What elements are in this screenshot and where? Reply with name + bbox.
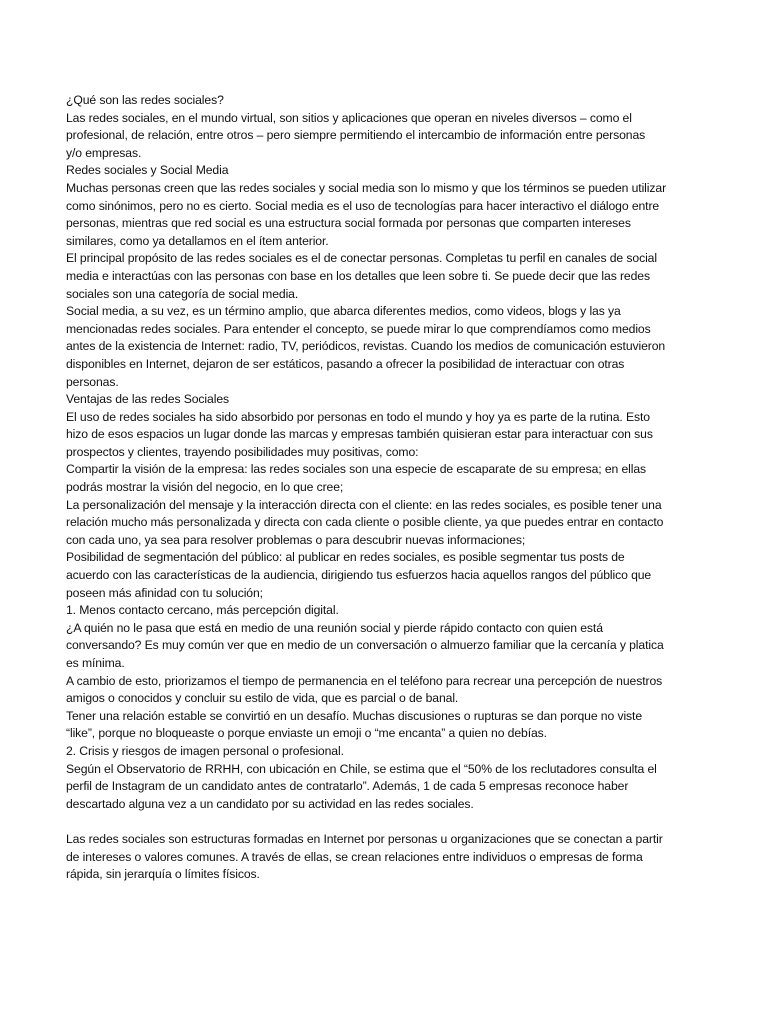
text-line: ¿A quién no le pasa que está en medio de una reunión social y pierde rápido contacto con quien está — [66, 620, 603, 635]
text-line: Compartir la visión de la empresa: las redes sociales son una especie de escaparate de su empresa; en ellas — [66, 462, 647, 477]
text-line: hizo de esos espacios un lugar donde las marcas y empresas también quisieran estar para interactuar con sus — [66, 427, 653, 442]
text-line: “like”, porque no bloqueaste o porque enviaste un emoji o “me encanta” a quien no debías. — [66, 726, 547, 741]
paragraph — [66, 409, 706, 462]
text-line: 2. Crisis y riesgos de imagen personal o profesional. — [66, 743, 344, 758]
text-line: de intereses o valores comunes. A través de ellas, se crean relaciones entre individuos o empresas de forma — [66, 849, 643, 864]
text-line: antes de la existencia de Internet: radio, TV, periódicos, revistas. Cuando los medios de comunicación estuvieron — [66, 339, 666, 354]
text-line: podrás mostrar la visión del negocio, en lo que cree; — [66, 480, 344, 495]
paragraph — [66, 303, 706, 391]
text-line: Posibilidad de segmentación del público: al publicar en redes sociales, es posible segmentar tus posts de — [66, 550, 625, 565]
section-heading — [66, 602, 706, 620]
text-line: personas, mientras que red social es una estructura social formada por personas que comparten intereses — [66, 216, 631, 231]
text-line: Social media, a su vez, es un término amplio, que abarca diferentes medios, como videos, blogs y las ya — [66, 304, 621, 319]
text-line: 1. Menos contacto cercano, más percepción digital. — [66, 603, 339, 618]
text-line: sociales son una categoría de social media. — [66, 286, 299, 301]
text-line: Ventajas de las redes Sociales — [66, 392, 229, 407]
paragraph — [66, 110, 706, 163]
text-line: El uso de redes sociales ha sido absorbido por personas en todo el mundo y hoy ya es parte de la rutina. Esto — [66, 409, 650, 424]
section-heading — [66, 92, 706, 110]
section-heading — [66, 162, 706, 180]
text-line: La personalización del mensaje y la interacción directa con el cliente: en las redes sociales, es posible tener una — [66, 497, 662, 512]
text-line: similares, como ya detallamos en el ítem anterior. — [66, 233, 329, 248]
text-line: El principal propósito de las redes sociales es el de conectar personas. Completas tu perfil en canales de social — [66, 251, 657, 266]
section-heading — [66, 743, 706, 761]
text-line: con cada uno, ya sea para resolver problemas o para descubrir nuevas informaciones; — [66, 532, 526, 547]
text-line: Redes sociales y Social Media — [66, 163, 229, 178]
text-line: rápida, sin jerarquía o límites físicos. — [66, 867, 260, 882]
text-line: profesional, de relación, entre otros – pero siempre permitiendo el intercambio de información entre personas — [66, 128, 646, 143]
paragraph — [66, 461, 706, 496]
paragraph — [66, 497, 706, 550]
paragraph — [66, 761, 706, 814]
section-heading — [66, 391, 706, 409]
text-line: mencionadas redes sociales. Para entender el concepto, se puede mirar lo que comprendíamos como medios — [66, 321, 651, 336]
text-line: como sinónimos, pero no es cierto. Social media es el uso de tecnologías para hacer interactivo el diálogo entre — [66, 198, 660, 213]
text-line: A cambio de esto, priorizamos el tiempo de permanencia en el teléfono para recrear una percepción de nuestros — [66, 673, 663, 688]
text-line: Muchas personas creen que las redes sociales y social media son lo mismo y que los términos se pueden utilizar — [66, 180, 667, 195]
text-line: descartado alguna vez a un candidato por su actividad en las redes sociales. — [66, 796, 474, 811]
document-body — [66, 92, 706, 884]
text-line: relación mucho más personalizada y directa con cada cliente o posible cliente, ya que puedes entrar en contacto — [66, 515, 664, 530]
paragraph — [66, 250, 706, 303]
paragraph — [66, 549, 706, 602]
paragraph — [66, 831, 706, 884]
text-line: conversando? Es muy común ver que en medio de un conversación o almuerzo familiar que la cercanía y platica — [66, 638, 664, 653]
text-line: acuerdo con las características de la audiencia, dirigiendo tus esfuerzos hacia aquellos rangos del público que — [66, 568, 652, 583]
blank-line — [66, 813, 706, 831]
text-line: personas. — [66, 374, 119, 389]
paragraph — [66, 673, 706, 708]
text-line: Tener una relación estable se convirtió en un desafío. Muchas discusiones o rupturas se dan porque no viste — [66, 708, 643, 723]
text-line: amigos o conocidos y concluir su estilo de vida, que es parcial o de banal. — [66, 691, 459, 706]
paragraph — [66, 620, 706, 673]
text-line: ¿Qué son las redes sociales? — [66, 93, 224, 107]
text-line: Según el Observatorio de RRHH, con ubicación en Chile, se estima que el “50% de los reclutadores consulta el — [66, 761, 657, 776]
paragraph — [66, 180, 706, 250]
text-line: Las redes sociales, en el mundo virtual, son sitios y aplicaciones que operan en niveles diversos – como el — [66, 110, 632, 125]
text-line: perfil de Instagram de un candidato antes de contratarlo”. Además, 1 de cada 5 empresas reconoce haber — [66, 779, 629, 794]
text-line: prospectos y clientes, trayendo posibilidades muy positivas, como: — [66, 444, 419, 459]
text-line: Las redes sociales son estructuras formadas en Internet por personas u organizaciones que se conectan a partir — [66, 831, 663, 846]
text-line: y/o empresas. — [66, 145, 142, 160]
text-line: disponibles en Internet, dejaron de ser estáticos, pasando a ofrecer la posibilidad de interactuar con otras — [66, 356, 625, 371]
text-line: es mínima. — [66, 656, 125, 670]
text-line: poseen más afinidad con tu solución; — [66, 585, 263, 600]
paragraph — [66, 708, 706, 743]
text-line: media e interactúas con las personas con base en los detalles que leen sobre ti. Se puede decir que las redes — [66, 268, 650, 283]
